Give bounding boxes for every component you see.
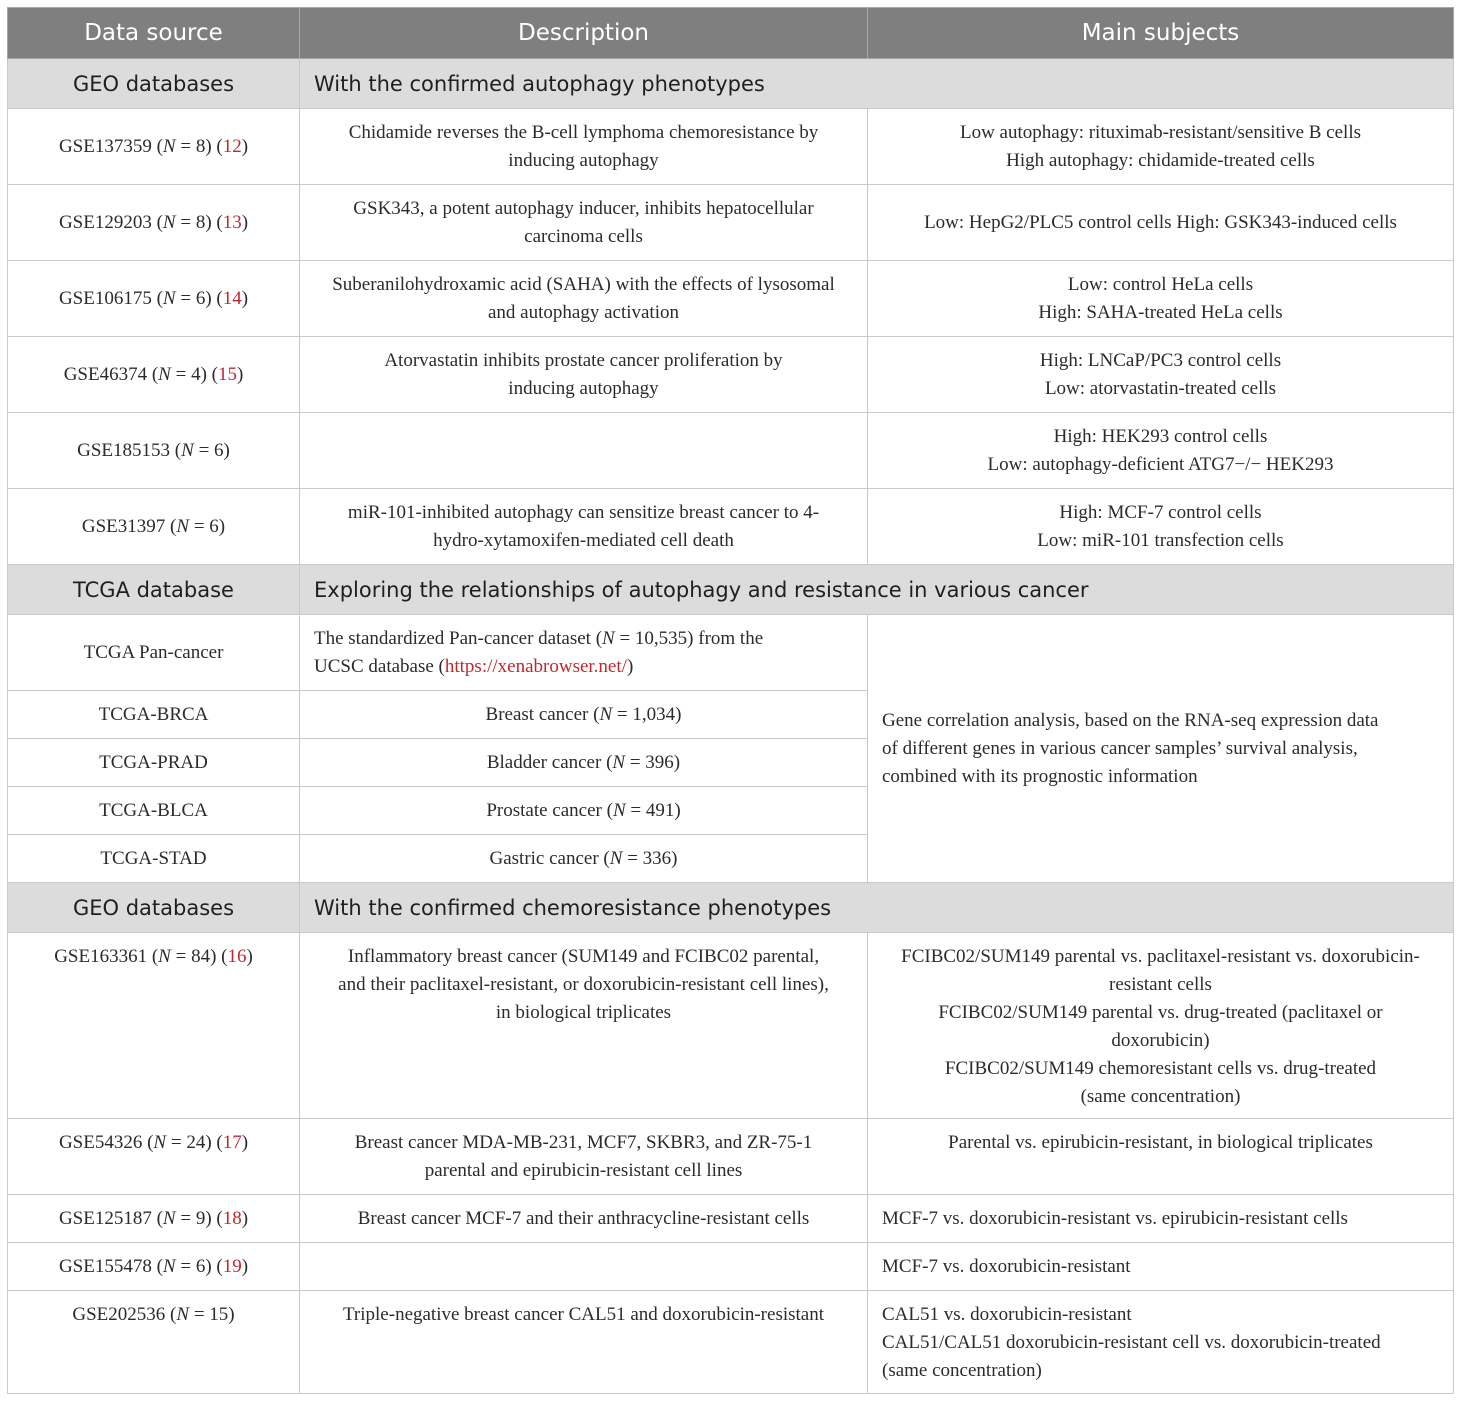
- section-description: With the confirmed chemoresistance phenotypes: [300, 883, 1454, 933]
- dataset-description: Breast cancer MCF-7 and their anthracycline-resistant cells: [300, 1195, 868, 1243]
- reference-link[interactable]: 17: [222, 1132, 242, 1153]
- dataset-description: Chidamide reverses the B-cell lymphoma chemoresistance by inducing autophagy: [300, 109, 868, 185]
- header-data-source: Data source: [8, 8, 300, 59]
- dataset-description: Bladder cancer (N = 396): [300, 739, 868, 787]
- main-subjects: CAL51 vs. doxorubicin-resistant CAL51/CAL51 doxorubicin-resistant cell vs. doxorubicin-treated (same concentration): [868, 1291, 1454, 1394]
- table-row: [8, 1195, 1454, 1243]
- dataset-id: TCGA-BLCA: [8, 787, 300, 835]
- dataset-id: TCGA-BRCA: [8, 691, 300, 739]
- section-name: TCGA database: [8, 565, 300, 615]
- section-row-geo-chemoresistance: [8, 883, 1454, 933]
- dataset-description: [300, 413, 868, 489]
- table-row: [8, 933, 1454, 1119]
- dataset-description: Triple-negative breast cancer CAL51 and doxorubicin-resistant: [300, 1291, 868, 1394]
- section-row-geo-autophagy: [8, 59, 1454, 109]
- main-subjects: Low autophagy: rituximab-resistant/sensitive B cells High autophagy: chidamide-treated cells: [868, 109, 1454, 185]
- main-subjects: MCF-7 vs. doxorubicin-resistant vs. epirubicin-resistant cells: [868, 1195, 1454, 1243]
- dataset-id: GSE155478 (N = 6) (19): [8, 1243, 300, 1291]
- dataset-description: Prostate cancer (N = 491): [300, 787, 868, 835]
- dataset-description: Atorvastatin inhibits prostate cancer proliferation by inducing autophagy: [300, 337, 868, 413]
- section-row-tcga: [8, 565, 1454, 615]
- table-row: [8, 109, 1454, 185]
- dataset-id: GSE46374 (N = 4) (15): [8, 337, 300, 413]
- dataset-description: miR-101-inhibited autophagy can sensitize breast cancer to 4- hydro-xytamoxifen-mediated cell death: [300, 489, 868, 565]
- header-row: [8, 8, 1454, 59]
- table-row: [8, 185, 1454, 261]
- dataset-id: GSE185153 (N = 6): [8, 413, 300, 489]
- section-description: With the confirmed autophagy phenotypes: [300, 59, 1454, 109]
- reference-link[interactable]: 16: [227, 946, 247, 967]
- section-name: GEO databases: [8, 59, 300, 109]
- dataset-description: [300, 1243, 868, 1291]
- dataset-description: Inflammatory breast cancer (SUM149 and FCIBC02 parental, and their paclitaxel-resistant, or doxorubicin-resistant cell lines), in biological triplicates: [300, 933, 868, 1119]
- reference-link[interactable]: 18: [222, 1208, 242, 1229]
- section-name: GEO databases: [8, 883, 300, 933]
- table-row: [8, 413, 1454, 489]
- table-row: [8, 1243, 1454, 1291]
- dataset-id: GSE125187 (N = 9) (18): [8, 1195, 300, 1243]
- dataset-id: GSE163361 (N = 84) (16): [8, 933, 300, 1119]
- data-sources-table: [7, 7, 1454, 1394]
- dataset-id: GSE106175 (N = 6) (14): [8, 261, 300, 337]
- section-description: Exploring the relationships of autophagy and resistance in various cancer: [300, 565, 1454, 615]
- header-description: Description: [300, 8, 868, 59]
- main-subjects: High: HEK293 control cells Low: autophagy-deficient ATG7−/− HEK293: [868, 413, 1454, 489]
- reference-link[interactable]: 14: [222, 287, 242, 309]
- dataset-description: Breast cancer MDA-MB-231, MCF7, SKBR3, and ZR-75-1 parental and epirubicin-resistant cell lines: [300, 1119, 868, 1195]
- table-row: [8, 261, 1454, 337]
- main-subjects: High: LNCaP/PC3 control cells Low: atorvastatin-treated cells: [868, 337, 1454, 413]
- main-subjects: Low: control HeLa cells High: SAHA-treated HeLa cells: [868, 261, 1454, 337]
- dataset-id: TCGA-STAD: [8, 835, 300, 883]
- table-row: [8, 1291, 1454, 1394]
- dataset-description: The standardized Pan-cancer dataset (N = 10,535) from the UCSC database (https://xenabrowser.net/): [300, 615, 868, 691]
- dataset-description: GSK343, a potent autophagy inducer, inhibits hepatocellular carcinoma cells: [300, 185, 868, 261]
- dataset-id: GSE137359 (N = 8) (12): [8, 109, 300, 185]
- dataset-id: GSE54326 (N = 24) (17): [8, 1119, 300, 1195]
- dataset-id: TCGA-PRAD: [8, 739, 300, 787]
- dataset-description: Suberanilohydroxamic acid (SAHA) with the effects of lysosomal and autophagy activation: [300, 261, 868, 337]
- xenabrowser-link[interactable]: https://xenabrowser.net/: [444, 655, 627, 677]
- dataset-description: Gastric cancer (N = 336): [300, 835, 868, 883]
- table-row: [8, 337, 1454, 413]
- reference-link[interactable]: 13: [222, 211, 242, 233]
- table-row: [8, 489, 1454, 565]
- main-subjects: High: MCF-7 control cells Low: miR-101 transfection cells: [868, 489, 1454, 565]
- dataset-id: TCGA Pan-cancer: [8, 615, 300, 691]
- dataset-id: GSE129203 (N = 8) (13): [8, 185, 300, 261]
- reference-link[interactable]: 19: [222, 1256, 242, 1277]
- main-subjects: Low: HepG2/PLC5 control cells High: GSK343-induced cells: [868, 185, 1454, 261]
- table-row: [8, 1119, 1454, 1195]
- dataset-id: GSE202536 (N = 15): [8, 1291, 300, 1394]
- dataset-id: GSE31397 (N = 6): [8, 489, 300, 565]
- reference-link[interactable]: 15: [217, 363, 237, 385]
- reference-link[interactable]: 12: [222, 135, 242, 157]
- main-subjects: MCF-7 vs. doxorubicin-resistant: [868, 1243, 1454, 1291]
- header-main-subjects: Main subjects: [868, 8, 1454, 59]
- main-subjects: Gene correlation analysis, based on the RNA-seq expression data of different genes in various cancer samples’ survival analysis, combined with its prognostic information: [868, 615, 1454, 883]
- main-subjects: Parental vs. epirubicin-resistant, in biological triplicates: [868, 1119, 1454, 1195]
- dataset-description: Breast cancer (N = 1,034): [300, 691, 868, 739]
- table-row: [8, 615, 1454, 691]
- main-subjects: FCIBC02/SUM149 parental vs. paclitaxel-resistant vs. doxorubicin- resistant cells FCIBC02/SUM149 parental vs. drug-treated (paclitaxel or doxorubicin) FCIBC02/SUM149 chemoresistant cells vs. drug-treated (same concentration): [868, 933, 1454, 1119]
